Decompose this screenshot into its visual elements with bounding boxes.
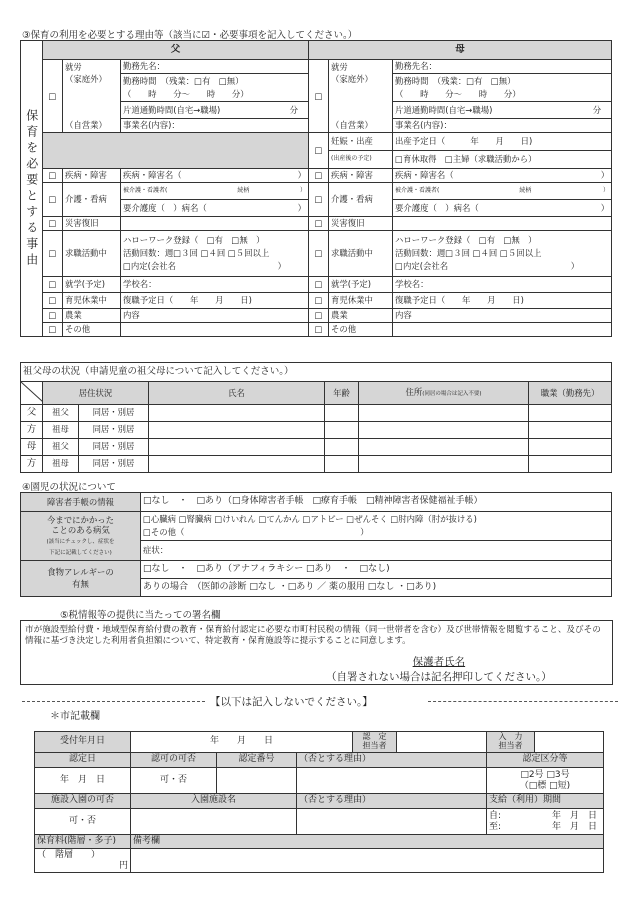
memo-label: 備考欄	[131, 835, 604, 849]
period-label: 支給（利用）期間	[487, 794, 604, 809]
period-to: 至:	[489, 821, 502, 832]
illness-options1[interactable]: □心臓病 □腎臓病 □けいれん □てんかん □アトピー □ぜんそく □肘内障（肘が抜ける)	[143, 514, 477, 525]
mother-farm[interactable]: 内容	[393, 309, 612, 323]
mother-employer[interactable]: 勤務先名：	[393, 60, 612, 74]
job-header: 職業（勤務先）	[529, 382, 612, 405]
gp-name[interactable]	[149, 438, 325, 455]
handbook-options[interactable]: □なし ・ □あり（□身体障害者手帳 □療育手帳 □精神障害者保健福祉手帳）	[141, 493, 612, 512]
gp-address[interactable]	[359, 438, 529, 455]
enter-ok[interactable]: 可・否	[35, 809, 131, 835]
leave-label: 育児休業中	[63, 293, 121, 309]
gp-job[interactable]	[529, 404, 612, 421]
mother-commute[interactable]: 片道通勤時間(自宅→職場)	[395, 104, 493, 115]
father-illness[interactable]: 疾病・障害名（	[123, 170, 182, 181]
school-label: 就学(予定)	[63, 277, 121, 293]
father-employer[interactable]: 勤務先名：	[121, 60, 309, 74]
gp-age[interactable]	[325, 421, 359, 438]
illness-history-label2: ことのある病気	[51, 525, 110, 536]
handbook-label: 障害者手帳の情報	[21, 493, 141, 512]
mother-overtime[interactable]: 勤務時間 （残業：□有 □無）	[395, 76, 516, 87]
illness-label: 疾病・障害	[329, 169, 393, 183]
work-label: 就労	[331, 62, 348, 72]
seal-note: （自署されない場合は記名押印してください。）	[326, 671, 552, 683]
due-date[interactable]: 出産予定日（ 年 月 日)	[393, 133, 612, 151]
gp-age[interactable]	[325, 438, 359, 455]
gp-name[interactable]	[149, 404, 325, 421]
illness-options2[interactable]: □その他（ ）	[143, 527, 369, 537]
gp-job[interactable]	[529, 438, 612, 455]
approve-no[interactable]	[217, 768, 297, 794]
approve-date[interactable]: 年 月 日	[35, 768, 131, 794]
mother-farm-checkbox[interactable]: □	[309, 309, 329, 323]
father-school-checkbox[interactable]: □	[43, 277, 63, 293]
grandparents-title: 祖父母の状況（申請児童の祖父母について記入してください。）	[21, 363, 612, 382]
category-label: 認定区分等	[487, 753, 604, 768]
leave-label: 育児休業中	[329, 293, 393, 309]
age-header: 年齢	[325, 382, 359, 405]
father-other-checkbox[interactable]: □	[43, 323, 63, 337]
approve-staff-sub: 担当者	[362, 741, 387, 750]
category-sub[interactable]: （□標 □短)	[519, 780, 571, 791]
father-farm[interactable]: 内容	[121, 309, 309, 323]
work-sub-label: （家庭外）	[65, 73, 107, 84]
father-illness-checkbox[interactable]: □	[43, 169, 63, 183]
paren: ）	[300, 186, 307, 194]
mother-leave[interactable]: 復職予定日（ 年 月 日)	[393, 293, 612, 309]
gp-status[interactable]: 同居・別居	[79, 404, 149, 421]
guardian-name-label[interactable]: 保護者氏名	[412, 656, 466, 668]
father-activity[interactable]: 活動回数：週□３回 □４回 □５回以上	[123, 247, 270, 258]
illness-history-label1: 今までにかかった	[47, 515, 114, 526]
input-staff: 入 力	[498, 732, 523, 742]
facility-label: 入園施設名	[131, 794, 297, 809]
facility-field[interactable]	[131, 809, 297, 835]
side-maternal-1: 母	[21, 438, 43, 455]
residence-header: 居住状況	[43, 382, 149, 405]
enter-ok-label: 施設入園の可否	[35, 794, 131, 809]
mother-disaster-checkbox[interactable]: □	[309, 217, 329, 231]
mother-illness[interactable]: 疾病・障害名（	[395, 170, 454, 181]
gp-rel: 祖父	[43, 404, 79, 421]
mother-hellowork[interactable]: ハローワーク登録（ □有 □無 ）	[395, 234, 537, 245]
father-pregnancy-shaded	[43, 133, 309, 169]
father-commute[interactable]: 片道通勤時間(自宅→職場)	[123, 104, 221, 115]
gp-status[interactable]: 同居・別居	[79, 438, 149, 455]
side-paternal-2: 方	[21, 421, 43, 438]
gp-age[interactable]	[325, 455, 359, 472]
gp-job[interactable]	[529, 421, 612, 438]
approve-staff: 認 定	[362, 732, 387, 742]
consent-text: 市が施設型給付費・地域型保育給付費の教育・保育給付認定に必要な市町村民税の情報（同一世帯者を含む）及び世帯情報を閲覧すること、及びその情報に基づき決定した利用者負担額について、特定教育・保育施設等に提示することに同意します。	[25, 625, 601, 646]
father-disaster-checkbox[interactable]: □	[43, 217, 63, 231]
allergy-options[interactable]: □なし ・ □あり（アナフィラキシー □あり ・ □なし)	[141, 561, 612, 579]
dashed-line-right	[428, 701, 618, 702]
father-disaster-blank[interactable]	[121, 217, 309, 231]
section3-title: ③保育の利用を必要とする理由等（該当に☑・必要事項を記入してください。）	[22, 30, 358, 41]
mother-hours[interactable]: （ 時 分〜 時 分）	[395, 88, 521, 99]
father-work-checkbox[interactable]: □	[43, 60, 63, 133]
receipt-date-label: 受付年月日	[35, 732, 131, 753]
gp-address[interactable]	[359, 404, 529, 421]
father-hellowork[interactable]: ハローワーク登録（ □有 □無 ）	[123, 234, 265, 245]
job-label: 求職活動中	[63, 231, 121, 277]
approve-staff-field[interactable]	[397, 732, 487, 753]
childcare-reason-table	[20, 40, 612, 337]
receipt-date[interactable]: 年 月 日	[131, 732, 353, 753]
gp-status[interactable]: 同居・別居	[79, 421, 149, 438]
mother-school-checkbox[interactable]: □	[309, 277, 329, 293]
father-overtime[interactable]: 勤務時間 （残業：□有 □無）	[123, 76, 244, 87]
work-label: 就労	[65, 62, 82, 72]
gp-job[interactable]	[529, 455, 612, 472]
address-note: (同居の場合は記入不要)	[422, 391, 482, 398]
paren: ）	[600, 202, 610, 213]
side-paternal-1: 父	[21, 404, 43, 421]
disaster-label: 災害復旧	[63, 217, 121, 231]
care-label: 介護・看病	[63, 183, 121, 217]
input-staff-field[interactable]	[535, 732, 604, 753]
father-hours[interactable]: （ 時 分〜 時 分）	[123, 88, 249, 99]
city-use-label: ＊市記載欄	[50, 711, 100, 722]
father-leave[interactable]: 復職予定日（ 年 月 日)	[121, 293, 309, 309]
father-care-checkbox[interactable]: □	[43, 183, 63, 217]
gp-rel: 祖母	[43, 421, 79, 438]
input-staff-sub: 担当者	[498, 741, 523, 750]
consent-box	[20, 620, 613, 685]
father-care-level[interactable]: 要介護度（ ）病名（	[123, 202, 207, 213]
gp-rel: 祖母	[43, 455, 79, 472]
gp-name[interactable]	[149, 421, 325, 438]
reason-label: （否とする理由）	[297, 753, 487, 768]
do-not-fill-notice: 【以下は記入しないでください。】	[210, 696, 373, 708]
father-naitei[interactable]: □内定(会社名	[123, 261, 177, 271]
mother-school[interactable]: 学校名：	[393, 277, 612, 293]
mother-leave-checkbox[interactable]: □	[309, 293, 329, 309]
address-header: 住所	[405, 387, 423, 398]
mother-disaster-blank[interactable]	[393, 217, 612, 231]
fee-yen: 円	[118, 860, 128, 871]
paren: ）	[277, 261, 287, 271]
job-label: 求職活動中	[329, 231, 393, 277]
farm-label: 農業	[329, 309, 393, 323]
gp-name[interactable]	[149, 455, 325, 472]
self-employed-label: （自営業）	[329, 119, 393, 133]
approve-ok[interactable]: 可・否	[131, 768, 217, 794]
approve-no-label: 認定番号	[217, 753, 297, 768]
mother-pregnancy-checkbox[interactable]: □	[309, 133, 329, 169]
self-employed-label: （自営業）	[63, 119, 121, 133]
mother-other-checkbox[interactable]: □	[309, 323, 329, 337]
mother-business[interactable]: 事業名(内容)：	[393, 119, 612, 133]
period-to-date[interactable]: 年 月 日	[551, 821, 597, 832]
approve-ok-label: 認可の可否	[131, 753, 217, 768]
fee-tier[interactable]: （ 階層 ）	[37, 850, 101, 861]
approve-date-label: 認定日	[35, 753, 131, 768]
commute-unit: 分	[289, 104, 299, 115]
mother-other[interactable]	[393, 323, 612, 337]
grandparents-table	[20, 362, 612, 473]
gp-age[interactable]	[325, 404, 359, 421]
illness-note2: 下記に記載してください)	[49, 550, 112, 557]
reason-field[interactable]	[297, 768, 487, 794]
mother-care-person[interactable]: 被介護・看護者(	[395, 186, 440, 194]
school-label: 就学(予定)	[329, 277, 393, 293]
paren: ）	[600, 170, 610, 181]
allergy-label1: 食物アレルギーの	[47, 566, 114, 577]
commute-unit: 分	[592, 104, 602, 115]
father-leave-checkbox[interactable]: □	[43, 293, 63, 309]
relation: 続柄	[519, 186, 532, 194]
memo-field[interactable]	[131, 849, 604, 873]
care-label: 介護・看病	[329, 183, 393, 217]
work-sub-label: （家庭外）	[331, 73, 373, 84]
relation: 続柄	[237, 186, 250, 194]
illness-label: 疾病・障害	[63, 169, 121, 183]
symptom-field[interactable]: 症状：	[141, 541, 612, 561]
father-care-person[interactable]: 被介護・看護者(	[123, 186, 168, 194]
father-other[interactable]	[121, 323, 309, 337]
mother-care-checkbox[interactable]: □	[309, 183, 329, 217]
farm-label: 農業	[63, 309, 121, 323]
childcare-plan[interactable]: □育休取得 □主婦（求職活動から）	[393, 151, 612, 169]
father-farm-checkbox[interactable]: □	[43, 309, 63, 323]
section4-title: ④園児の状況について	[22, 482, 116, 493]
allergy-label2: 有無	[72, 578, 89, 589]
gp-address[interactable]	[359, 421, 529, 438]
illness-note1: (該当にチェックし、症状を	[46, 539, 115, 546]
mother-naitei[interactable]: □内定(会社名	[395, 261, 449, 271]
period-from-date[interactable]: 年 月 日	[551, 810, 597, 821]
paren: ）	[603, 186, 610, 194]
paren: ）	[297, 202, 307, 213]
name-header: 氏名	[149, 382, 325, 405]
reason-side-label: 保育を必要とする事由	[21, 41, 43, 337]
gp-rel: 祖父	[43, 438, 79, 455]
father-business[interactable]: 事業名(内容)：	[121, 119, 309, 133]
section5-title: ⑤税情報等の提供に当たっての署名欄	[60, 610, 221, 621]
father-job-checkbox[interactable]: □	[43, 231, 63, 277]
reason-label-2: （否とする理由）	[297, 794, 487, 809]
dashed-line-left	[22, 701, 205, 702]
pregnancy-sub-label: (出産後の予定)	[329, 151, 393, 169]
side-maternal-2: 方	[21, 455, 43, 472]
other-label: その他	[329, 323, 393, 337]
mother-header: 母	[309, 41, 612, 60]
mother-care-level[interactable]: 要介護度（ ）病名（	[395, 202, 479, 213]
paren: ）	[570, 261, 580, 271]
category-options[interactable]: □2号 □3号	[520, 769, 570, 780]
mother-job-checkbox[interactable]: □	[309, 231, 329, 277]
reason-field-2[interactable]	[297, 809, 487, 835]
father-header: 父	[43, 41, 309, 60]
gp-status[interactable]: 同居・別居	[79, 455, 149, 472]
paren: ）	[297, 170, 307, 181]
fee-label: 保育料(階層・多子)	[35, 835, 131, 849]
period-from: 自:	[489, 810, 502, 821]
child-status-table	[20, 492, 612, 597]
father-school[interactable]: 学校名：	[121, 277, 309, 293]
disaster-label: 災害復旧	[329, 217, 393, 231]
mother-activity[interactable]: 活動回数：週□３回 □４回 □５回以上	[395, 247, 542, 258]
mother-illness-checkbox[interactable]: □	[309, 169, 329, 183]
pregnancy-label: 妊娠・出産	[329, 133, 393, 151]
mother-work-checkbox[interactable]: □	[309, 60, 329, 133]
office-table	[34, 731, 604, 873]
diagonal-line	[21, 382, 43, 402]
gp-address[interactable]	[359, 455, 529, 472]
allergy-detail[interactable]: ありの場合 （医師の診断 □なし ・□あり ／ 薬の服用 □なし ・□あり)	[141, 579, 612, 597]
other-label: その他	[63, 323, 121, 337]
